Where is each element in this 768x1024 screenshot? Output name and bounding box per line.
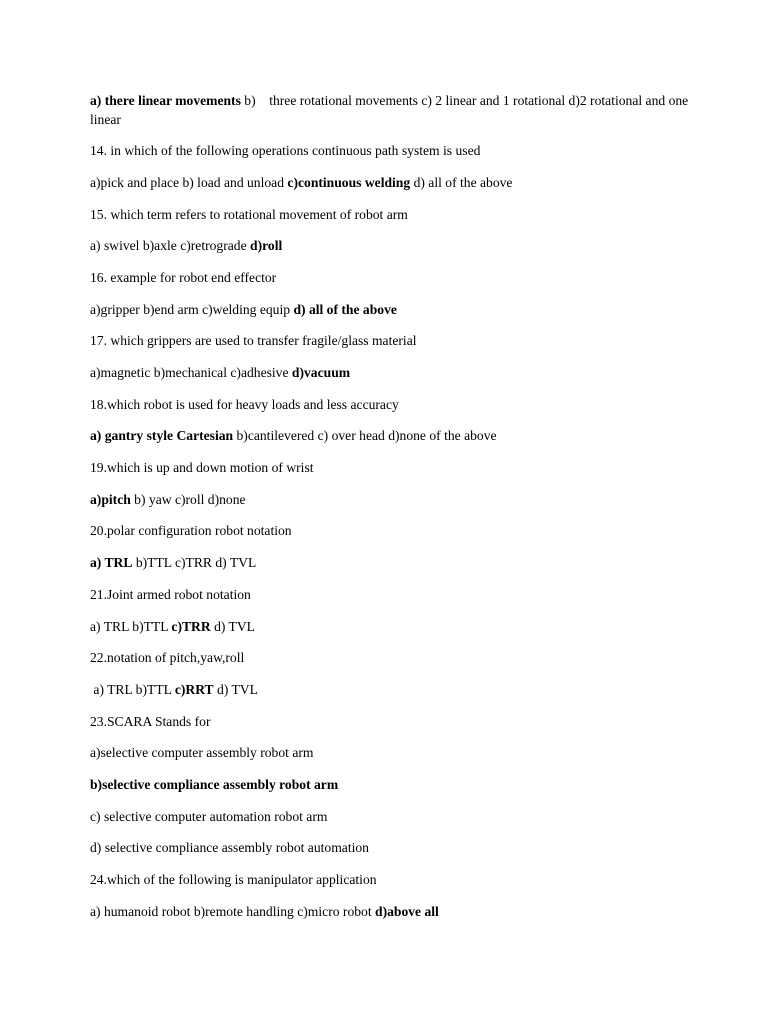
text-segment: d) all of the above (410, 174, 513, 190)
document-line (90, 903, 690, 922)
answer-text: a) there linear movements (90, 93, 241, 108)
document-line (90, 459, 690, 478)
document-line (90, 808, 690, 827)
document-line (90, 522, 690, 541)
answer-text: d)roll (250, 238, 283, 254)
answer-text: c)TRR (171, 618, 211, 634)
text-segment: 21.Joint armed robot notation (90, 586, 251, 602)
text-segment: a) swivel b)axle c)retrograde (90, 238, 251, 254)
answer-text: b)selective compliance assembly robot arm (90, 776, 339, 792)
document-line (90, 269, 690, 288)
text-segment: 16. example for robot end effector (90, 269, 277, 285)
document-line (90, 649, 690, 668)
text-segment: a)selective computer assembly robot arm (90, 745, 314, 761)
document-line (90, 839, 690, 858)
document-line (90, 554, 690, 573)
text-segment: 23.SCARA Stands for (90, 713, 211, 729)
text-segment: a)gripper b)end arm c)welding equip (90, 301, 294, 317)
document-line (90, 871, 690, 890)
document-line (90, 681, 690, 700)
document-line (90, 332, 690, 351)
answer-text: d)above all (375, 903, 439, 919)
document-line (90, 92, 690, 129)
document-line (90, 142, 690, 161)
answer-text: a) TRL (90, 555, 133, 571)
document-line (90, 427, 690, 446)
text-segment: a)magnetic b)mechanical c)adhesive (90, 365, 292, 380)
document-line (90, 744, 690, 763)
document-line (90, 491, 690, 510)
text-segment: b)cantilevered c) over head d)none of the above (233, 428, 497, 444)
answer-text: c)RRT (174, 681, 214, 697)
text-segment: 24.which of the following is manipulator application (90, 872, 377, 887)
document-line (90, 301, 690, 320)
text-segment: 20.polar configuration robot notation (90, 523, 292, 539)
document-line (90, 364, 690, 383)
text-segment: 19.which is up and down motion of wrist (90, 460, 314, 476)
document-line (90, 206, 690, 225)
text-segment: c) selective computer automation robot arm (90, 808, 328, 824)
text-segment: 14. in which of the following operations continuous path system is used (90, 143, 481, 159)
text-segment: b)TTL c)TRR d) TVL (132, 555, 257, 571)
text-segment: a)pick and place b) load and unload (90, 174, 288, 190)
text-segment: a) TRL b)TTL (90, 681, 175, 697)
document-line (90, 713, 690, 732)
answer-text: d)vacuum (291, 365, 351, 380)
document-line (90, 237, 690, 256)
answer-text: a)pitch (90, 491, 131, 507)
text-segment: d) TVL (213, 681, 258, 697)
document-line (90, 776, 690, 795)
text-segment: b) yaw c)roll d)none (130, 491, 246, 507)
text-segment: d) selective compliance assembly robot automation (90, 840, 369, 856)
text-segment: 22.notation of pitch,yaw,roll (90, 650, 245, 666)
answer-text: c)continuous welding (287, 174, 411, 190)
document-line (90, 586, 690, 605)
text-segment: d) TVL (210, 618, 255, 634)
document-page (90, 92, 690, 934)
text-segment: b) three rotational movements c) 2 linear and 1 rotational d)2 rotational and one linear (90, 93, 692, 127)
text-segment: 18.which robot is used for heavy loads and less accuracy (90, 396, 399, 412)
text-segment: 17. which grippers are used to transfer fragile/glass material (90, 333, 417, 349)
document-line (90, 174, 690, 193)
answer-text: d) all of the above (293, 301, 397, 317)
answer-text: a) gantry style Cartesian (90, 428, 234, 444)
document-line (90, 396, 690, 415)
document-line (90, 618, 690, 637)
text-segment: a) humanoid robot b)remote handling c)micro robot (90, 903, 376, 919)
text-segment: a) TRL b)TTL (90, 618, 172, 634)
text-segment: 15. which term refers to rotational movement of robot arm (90, 206, 408, 222)
